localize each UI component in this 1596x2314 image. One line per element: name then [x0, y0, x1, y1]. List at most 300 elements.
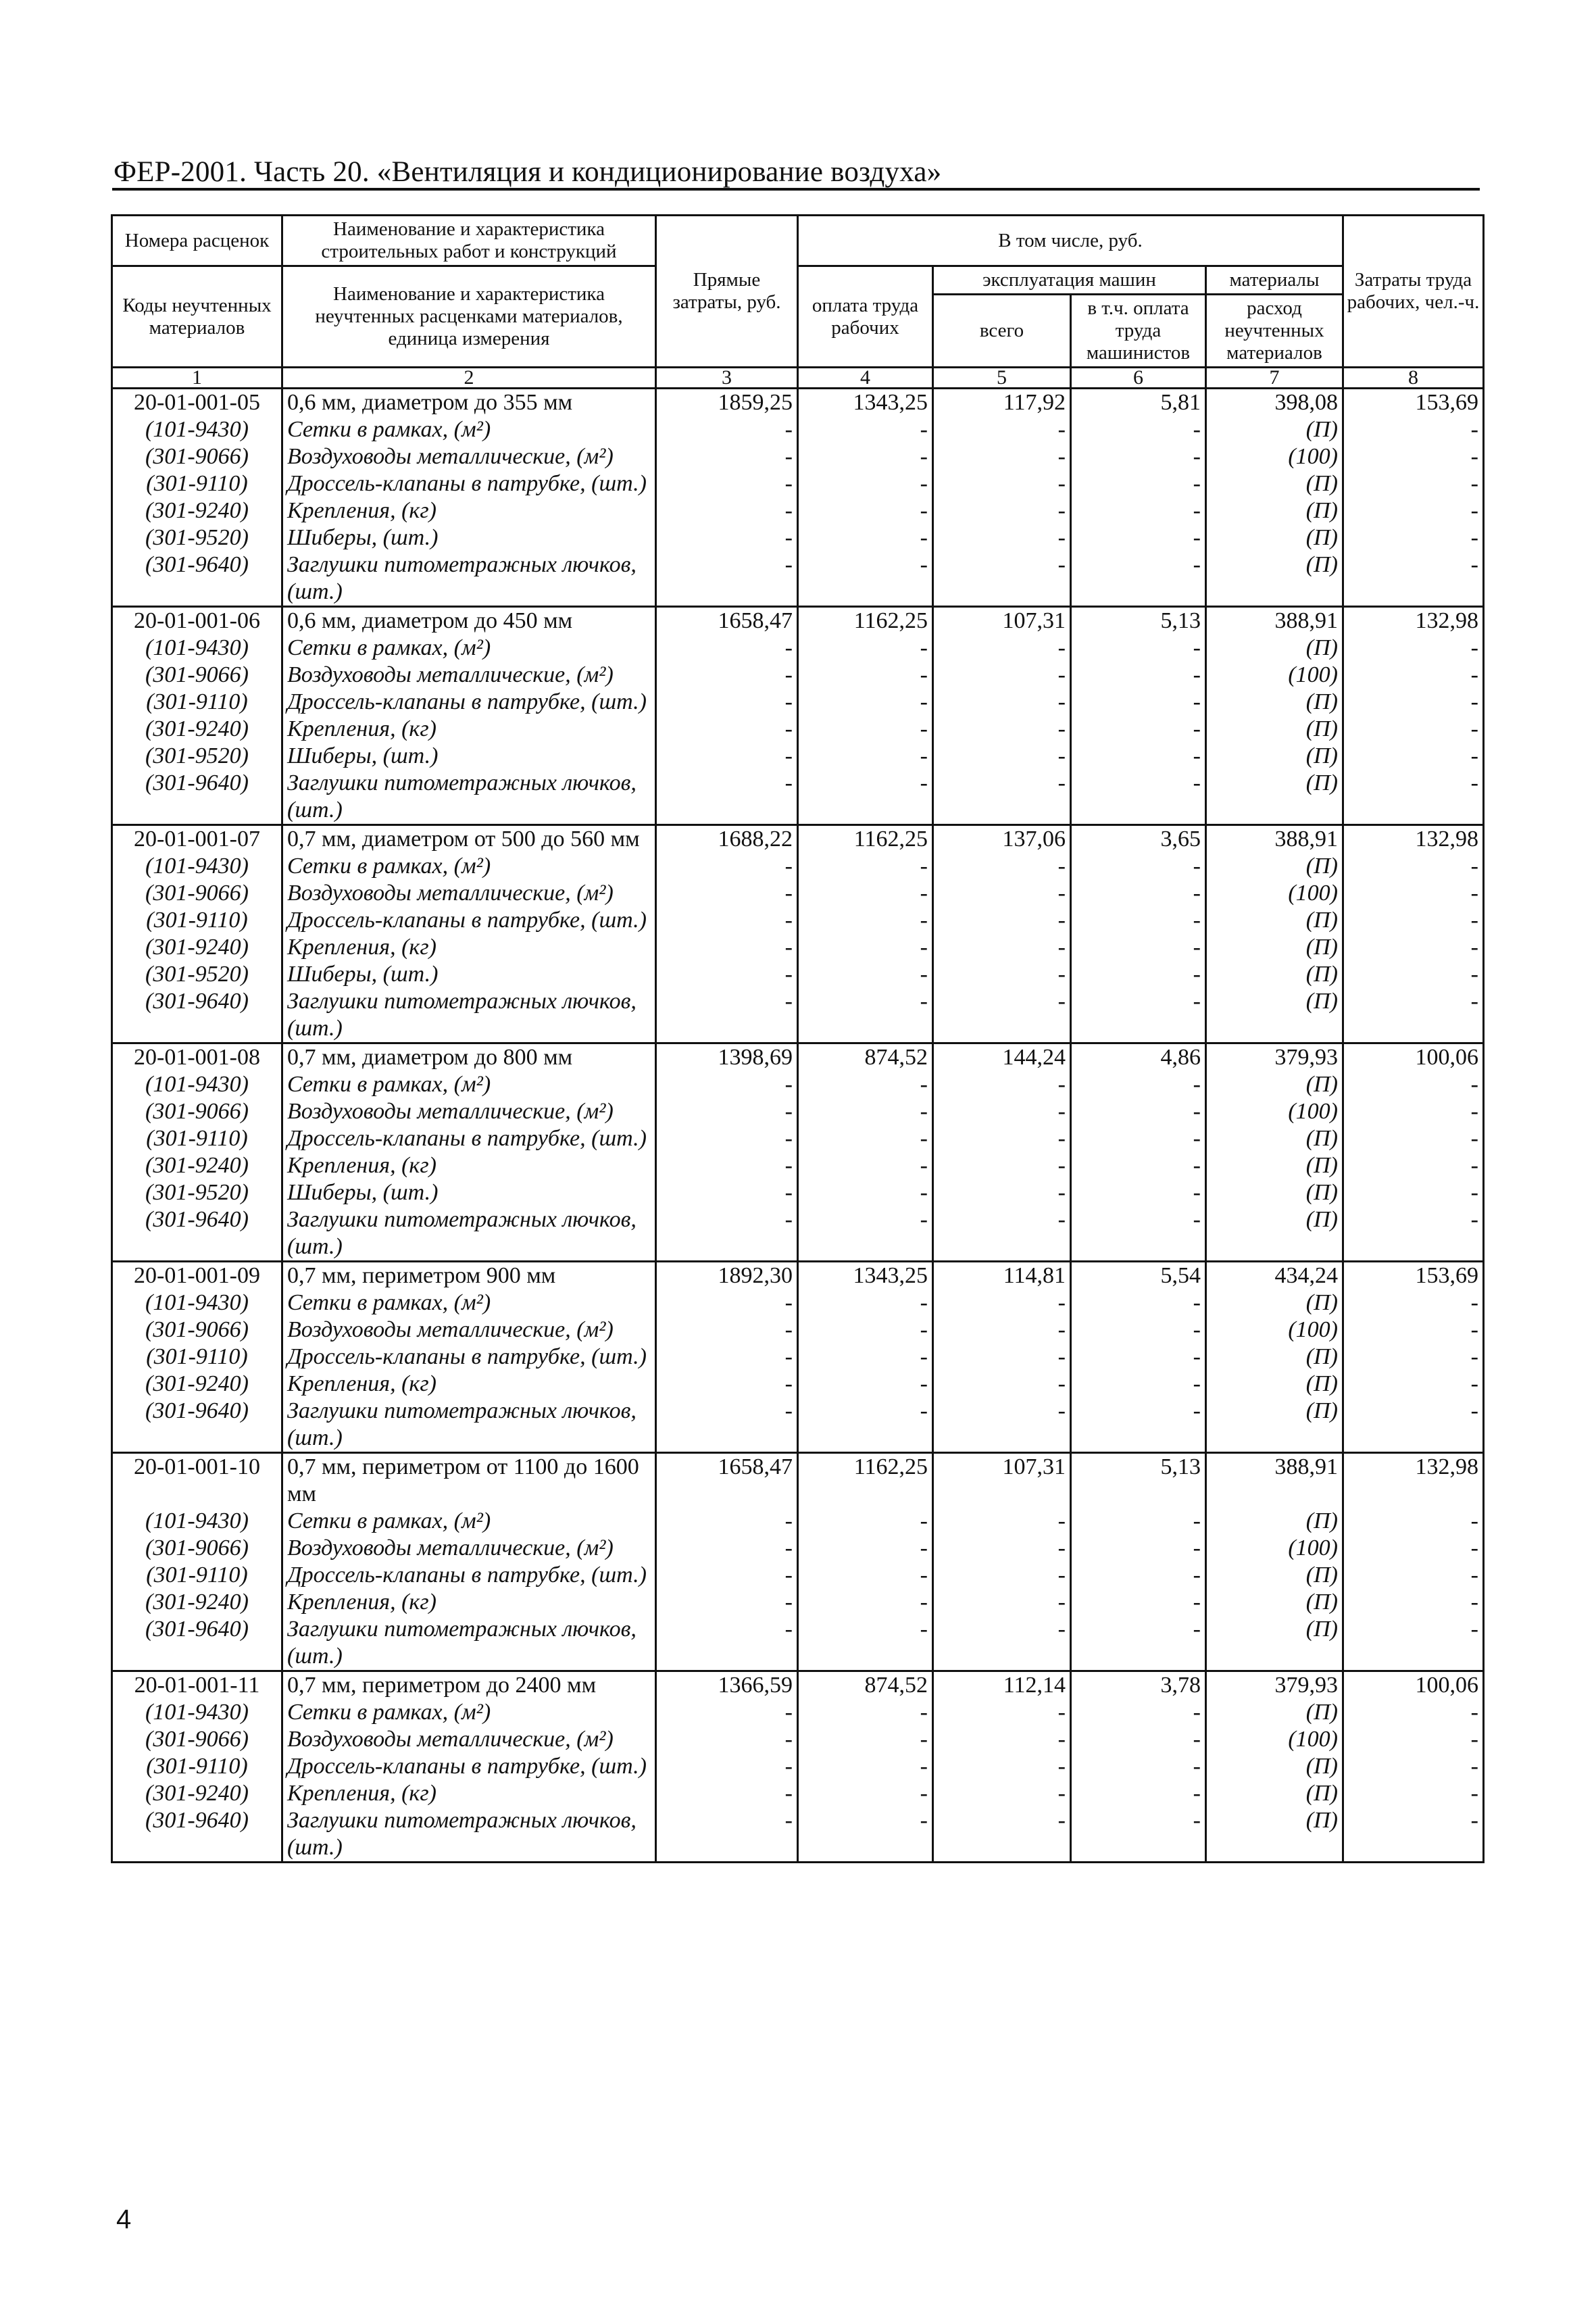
work-name: 0,7 мм, периметром 900 мм [282, 1262, 656, 1290]
material-consumption-value: (100) [1206, 1535, 1343, 1562]
material-name: Крепления, (кг) [282, 716, 656, 743]
machines-total-value: - [933, 1616, 1071, 1671]
worker-pay-value: - [798, 880, 933, 907]
labor-hours-value: - [1343, 716, 1484, 743]
worker-pay-value: 1343,25 [798, 389, 933, 417]
rate-row [112, 1262, 1484, 1290]
material-name: Сетки в рамках, (м²) [282, 635, 656, 662]
material-code: (101-9430) [112, 1071, 282, 1098]
operator-pay-value: 5,81 [1071, 389, 1206, 417]
labor-hours-value: 132,98 [1343, 1453, 1484, 1508]
labor-hours-value: - [1343, 934, 1484, 961]
worker-pay-value: - [798, 1726, 933, 1753]
worker-pay-value: - [798, 1508, 933, 1535]
operator-pay-value: - [1071, 1398, 1206, 1453]
labor-hours-value: - [1343, 1699, 1484, 1726]
material-consumption-value: (П) [1206, 853, 1343, 880]
material-code: (301-9640) [112, 988, 282, 1043]
direct-costs-value: - [656, 1589, 798, 1616]
material-consumption-value: (П) [1206, 1807, 1343, 1863]
operator-pay-value: - [1071, 961, 1206, 988]
machines-total-value: - [933, 416, 1071, 443]
machines-total-value: - [933, 1125, 1071, 1152]
material-name: Сетки в рамках, (м²) [282, 1699, 656, 1726]
direct-costs-value: - [656, 1071, 798, 1098]
operator-pay-value: - [1071, 689, 1206, 716]
machines-total-value: 144,24 [933, 1043, 1071, 1072]
materials-value: 379,93 [1206, 1671, 1343, 1700]
worker-pay-value: 874,52 [798, 1043, 933, 1072]
worker-pay-value: 1162,25 [798, 1453, 933, 1508]
material-name: Воздуховоды металлические, (м²) [282, 443, 656, 470]
material-code: (301-9240) [112, 497, 282, 524]
operator-pay-value: - [1071, 1699, 1206, 1726]
material-code: (301-9640) [112, 1206, 282, 1262]
material-code: (301-9066) [112, 1316, 282, 1344]
machines-total-value: - [933, 470, 1071, 497]
material-name: Крепления, (кг) [282, 934, 656, 961]
worker-pay-value: - [798, 1535, 933, 1562]
labor-hours-value: - [1343, 1098, 1484, 1125]
material-row [112, 662, 1484, 689]
material-name: Заглушки питометражных лючков, (шт.) [282, 1398, 656, 1453]
material-row [112, 961, 1484, 988]
rate-row [112, 607, 1484, 635]
direct-costs-value: - [656, 988, 798, 1043]
material-name: Заглушки питометражных лючков, (шт.) [282, 988, 656, 1043]
labor-hours-value: 100,06 [1343, 1671, 1484, 1700]
rate-code: 20-01-001-05 [112, 389, 282, 417]
direct-costs-value: - [656, 853, 798, 880]
machines-total-value: - [933, 961, 1071, 988]
material-code: (101-9430) [112, 853, 282, 880]
material-consumption-value: (П) [1206, 770, 1343, 825]
material-consumption-value: (П) [1206, 961, 1343, 988]
machines-total-value: - [933, 743, 1071, 770]
worker-pay-value: - [798, 416, 933, 443]
material-row [112, 1562, 1484, 1589]
col-header-material-codes: Коды неучтенных материалов [112, 266, 282, 368]
worker-pay-value: - [798, 1179, 933, 1206]
material-name: Дроссель-клапаны в патрубке, (шт.) [282, 1344, 656, 1371]
material-row [112, 551, 1484, 607]
materials-value: 388,91 [1206, 825, 1343, 854]
worker-pay-value: - [798, 1562, 933, 1589]
material-code: (301-9110) [112, 470, 282, 497]
labor-hours-value: - [1343, 1179, 1484, 1206]
material-name: Сетки в рамках, (м²) [282, 1289, 656, 1316]
machines-total-value: - [933, 662, 1071, 689]
material-consumption-value: (П) [1206, 1699, 1343, 1726]
worker-pay-value: - [798, 934, 933, 961]
materials-value: 398,08 [1206, 389, 1343, 417]
material-consumption-value: (П) [1206, 743, 1343, 770]
labor-hours-value: - [1343, 1535, 1484, 1562]
material-consumption-value: (П) [1206, 1616, 1343, 1671]
labor-hours-value: - [1343, 880, 1484, 907]
labor-hours-value: - [1343, 443, 1484, 470]
direct-costs-value: - [656, 961, 798, 988]
rate-code: 20-01-001-08 [112, 1043, 282, 1072]
machines-total-value: - [933, 907, 1071, 934]
worker-pay-value: - [798, 1344, 933, 1371]
material-name: Заглушки питометражных лючков, (шт.) [282, 1807, 656, 1863]
material-code: (101-9430) [112, 1699, 282, 1726]
material-row [112, 1780, 1484, 1807]
material-row [112, 470, 1484, 497]
material-name: Сетки в рамках, (м²) [282, 416, 656, 443]
worker-pay-value: - [798, 662, 933, 689]
material-consumption-value: (100) [1206, 662, 1343, 689]
labor-hours-value: - [1343, 1125, 1484, 1152]
operator-pay-value: 3,65 [1071, 825, 1206, 854]
material-row [112, 1098, 1484, 1125]
machines-total-value: - [933, 853, 1071, 880]
material-consumption-value: (П) [1206, 551, 1343, 607]
worker-pay-value: - [798, 1206, 933, 1262]
operator-pay-value: 5,13 [1071, 607, 1206, 635]
operator-pay-value: - [1071, 1316, 1206, 1344]
col-number: 1 [112, 368, 282, 389]
material-code: (301-9240) [112, 1152, 282, 1179]
material-code: (301-9066) [112, 1726, 282, 1753]
material-code: (301-9640) [112, 551, 282, 607]
operator-pay-value: - [1071, 1206, 1206, 1262]
operator-pay-value: - [1071, 635, 1206, 662]
operator-pay-value: - [1071, 443, 1206, 470]
worker-pay-value: - [798, 770, 933, 825]
worker-pay-value: - [798, 1289, 933, 1316]
direct-costs-value: - [656, 1344, 798, 1371]
operator-pay-value: - [1071, 770, 1206, 825]
direct-costs-value: - [656, 1206, 798, 1262]
material-row [112, 770, 1484, 825]
material-name: Воздуховоды металлические, (м²) [282, 1535, 656, 1562]
machines-total-value: - [933, 1179, 1071, 1206]
material-code: (301-9110) [112, 907, 282, 934]
direct-costs-value: - [656, 1398, 798, 1453]
direct-costs-value: - [656, 1780, 798, 1807]
direct-costs-value: - [656, 880, 798, 907]
operator-pay-value: - [1071, 988, 1206, 1043]
material-code: (301-9640) [112, 1398, 282, 1453]
material-name: Сетки в рамках, (м²) [282, 1071, 656, 1098]
rate-code: 20-01-001-11 [112, 1671, 282, 1700]
material-name: Дроссель-клапаны в патрубке, (шт.) [282, 1125, 656, 1152]
material-name: Крепления, (кг) [282, 1152, 656, 1179]
labor-hours-value: - [1343, 416, 1484, 443]
material-consumption-value: (П) [1206, 1398, 1343, 1453]
material-row [112, 1371, 1484, 1398]
page-number: 4 [116, 2205, 132, 2234]
operator-pay-value: - [1071, 934, 1206, 961]
material-consumption-value: (П) [1206, 1289, 1343, 1316]
material-name: Крепления, (кг) [282, 1589, 656, 1616]
material-row [112, 1726, 1484, 1753]
material-consumption-value: (П) [1206, 524, 1343, 551]
material-code: (301-9640) [112, 1807, 282, 1863]
operator-pay-value: - [1071, 1152, 1206, 1179]
material-row [112, 1125, 1484, 1152]
direct-costs-value: - [656, 1371, 798, 1398]
labor-hours-value: - [1343, 470, 1484, 497]
material-row [112, 1807, 1484, 1863]
direct-costs-value: - [656, 1316, 798, 1344]
labor-hours-value: - [1343, 497, 1484, 524]
machines-total-value: - [933, 1726, 1071, 1753]
material-name: Воздуховоды металлические, (м²) [282, 1316, 656, 1344]
worker-pay-value: 1343,25 [798, 1262, 933, 1290]
operator-pay-value: - [1071, 1807, 1206, 1863]
material-row [112, 635, 1484, 662]
labor-hours-value: - [1343, 1152, 1484, 1179]
material-consumption-value: (П) [1206, 1179, 1343, 1206]
operator-pay-value: - [1071, 880, 1206, 907]
material-row [112, 907, 1484, 934]
col-header-materials: материалы [1206, 266, 1343, 295]
direct-costs-value: - [656, 1289, 798, 1316]
material-consumption-value: (100) [1206, 880, 1343, 907]
material-code: (301-9066) [112, 443, 282, 470]
worker-pay-value: - [798, 1616, 933, 1671]
material-code: (101-9430) [112, 635, 282, 662]
labor-hours-value: 132,98 [1343, 825, 1484, 854]
worker-pay-value: - [798, 443, 933, 470]
material-row [112, 1071, 1484, 1098]
material-name: Шиберы, (шт.) [282, 961, 656, 988]
operator-pay-value: - [1071, 1780, 1206, 1807]
material-name: Крепления, (кг) [282, 1780, 656, 1807]
material-name: Шиберы, (шт.) [282, 743, 656, 770]
machines-total-value: - [933, 551, 1071, 607]
material-row [112, 1206, 1484, 1262]
material-row [112, 1289, 1484, 1316]
operator-pay-value: - [1071, 743, 1206, 770]
worker-pay-value: - [798, 1125, 933, 1152]
operator-pay-value: - [1071, 1562, 1206, 1589]
material-name: Крепления, (кг) [282, 497, 656, 524]
material-row [112, 1508, 1484, 1535]
material-consumption-value: (П) [1206, 635, 1343, 662]
material-name: Шиберы, (шт.) [282, 1179, 656, 1206]
worker-pay-value: - [798, 1098, 933, 1125]
labor-hours-value: - [1343, 689, 1484, 716]
direct-costs-value: - [656, 907, 798, 934]
labor-hours-value: 132,98 [1343, 607, 1484, 635]
direct-costs-value: - [656, 1699, 798, 1726]
material-row [112, 1589, 1484, 1616]
material-code: (301-9640) [112, 770, 282, 825]
direct-costs-value: - [656, 551, 798, 607]
material-row [112, 716, 1484, 743]
direct-costs-value: - [656, 1152, 798, 1179]
direct-costs-value: - [656, 1562, 798, 1589]
material-name: Воздуховоды металлические, (м²) [282, 1098, 656, 1125]
material-consumption-value: (П) [1206, 1780, 1343, 1807]
material-row [112, 1535, 1484, 1562]
col-header-material-consumption: расход неучтенных материалов [1206, 295, 1343, 368]
direct-costs-value: - [656, 743, 798, 770]
labor-hours-value: 153,69 [1343, 1262, 1484, 1290]
direct-costs-value: - [656, 1098, 798, 1125]
machines-total-value: - [933, 1562, 1071, 1589]
worker-pay-value: - [798, 470, 933, 497]
worker-pay-value: - [798, 524, 933, 551]
material-row [112, 1316, 1484, 1344]
materials-value: 388,91 [1206, 607, 1343, 635]
material-name: Дроссель-клапаны в патрубке, (шт.) [282, 1753, 656, 1780]
worker-pay-value: - [798, 635, 933, 662]
direct-costs-value: - [656, 416, 798, 443]
material-code: (301-9066) [112, 662, 282, 689]
material-consumption-value: (П) [1206, 1562, 1343, 1589]
material-consumption-value: (П) [1206, 1371, 1343, 1398]
labor-hours-value: - [1343, 961, 1484, 988]
col-number: 4 [798, 368, 933, 389]
material-consumption-value: (П) [1206, 416, 1343, 443]
material-consumption-value: (П) [1206, 470, 1343, 497]
material-code: (301-9110) [112, 1753, 282, 1780]
col-header-work-name: Наименование и характеристика строительных работ и конструкций [282, 216, 656, 266]
machines-total-value: - [933, 635, 1071, 662]
col-header-direct-costs: Прямые затраты, руб. [656, 216, 798, 368]
machines-total-value: - [933, 1071, 1071, 1098]
material-code: (101-9430) [112, 1289, 282, 1316]
operator-pay-value: - [1071, 1071, 1206, 1098]
material-code: (101-9430) [112, 1508, 282, 1535]
labor-hours-value: - [1343, 1344, 1484, 1371]
material-name: Дроссель-клапаны в патрубке, (шт.) [282, 1562, 656, 1589]
labor-hours-value: - [1343, 524, 1484, 551]
rate-row [112, 389, 1484, 417]
labor-hours-value: - [1343, 743, 1484, 770]
rate-row [112, 1043, 1484, 1072]
material-code: (301-9240) [112, 1780, 282, 1807]
machines-total-value: 107,31 [933, 607, 1071, 635]
material-code: (301-9066) [112, 1098, 282, 1125]
operator-pay-value: - [1071, 1344, 1206, 1371]
labor-hours-value: - [1343, 1371, 1484, 1398]
labor-hours-value: - [1343, 1508, 1484, 1535]
col-number: 6 [1071, 368, 1206, 389]
rates-table [111, 214, 1485, 1863]
material-row [112, 1152, 1484, 1179]
material-code: (301-9110) [112, 689, 282, 716]
labor-hours-value: - [1343, 551, 1484, 607]
material-consumption-value: (100) [1206, 443, 1343, 470]
direct-costs-value: - [656, 716, 798, 743]
operator-pay-value: - [1071, 1753, 1206, 1780]
col-number: 2 [282, 368, 656, 389]
direct-costs-value: 1892,30 [656, 1262, 798, 1290]
material-row [112, 853, 1484, 880]
operator-pay-value: 3,78 [1071, 1671, 1206, 1700]
material-row [112, 1753, 1484, 1780]
material-consumption-value: (П) [1206, 1753, 1343, 1780]
machines-total-value: - [933, 934, 1071, 961]
direct-costs-value: - [656, 497, 798, 524]
col-header-including: В том числе, руб. [798, 216, 1343, 266]
rate-row [112, 1453, 1484, 1508]
worker-pay-value: - [798, 716, 933, 743]
page-title: ФЕР-2001. Часть 20. «Вентиляция и кондиционирование воздуха» [114, 156, 942, 188]
material-consumption-value: (П) [1206, 1589, 1343, 1616]
worker-pay-value: - [798, 1753, 933, 1780]
labor-hours-value: - [1343, 907, 1484, 934]
direct-costs-value: - [656, 689, 798, 716]
material-row [112, 988, 1484, 1043]
header-divider [112, 188, 1480, 191]
direct-costs-value: - [656, 524, 798, 551]
material-code: (301-9110) [112, 1562, 282, 1589]
machines-total-value: - [933, 1398, 1071, 1453]
material-code: (301-9066) [112, 880, 282, 907]
direct-costs-value: 1658,47 [656, 607, 798, 635]
machines-total-value: - [933, 1807, 1071, 1863]
material-consumption-value: (100) [1206, 1726, 1343, 1753]
material-code: (301-9110) [112, 1344, 282, 1371]
material-row [112, 1616, 1484, 1671]
material-name: Сетки в рамках, (м²) [282, 853, 656, 880]
machines-total-value: - [933, 1206, 1071, 1262]
material-code: (301-9520) [112, 524, 282, 551]
operator-pay-value: - [1071, 1098, 1206, 1125]
worker-pay-value: 874,52 [798, 1671, 933, 1700]
machines-total-value: - [933, 1152, 1071, 1179]
worker-pay-value: - [798, 1699, 933, 1726]
materials-value: 379,93 [1206, 1043, 1343, 1072]
direct-costs-value: - [656, 470, 798, 497]
col-number: 3 [656, 368, 798, 389]
material-name: Сетки в рамках, (м²) [282, 1508, 656, 1535]
operator-pay-value: - [1071, 1589, 1206, 1616]
materials-value: 434,24 [1206, 1262, 1343, 1290]
worker-pay-value: - [798, 1589, 933, 1616]
operator-pay-value: - [1071, 497, 1206, 524]
direct-costs-value: - [656, 1616, 798, 1671]
machines-total-value: - [933, 1753, 1071, 1780]
rate-row [112, 825, 1484, 854]
material-name: Заглушки питометражных лючков, (шт.) [282, 551, 656, 607]
operator-pay-value: - [1071, 1726, 1206, 1753]
col-number: 7 [1206, 368, 1343, 389]
machines-total-value: 117,92 [933, 389, 1071, 417]
labor-hours-value: - [1343, 635, 1484, 662]
operator-pay-value: - [1071, 524, 1206, 551]
machines-total-value: - [933, 1289, 1071, 1316]
col-number: 5 [933, 368, 1071, 389]
material-consumption-value: (100) [1206, 1316, 1343, 1344]
labor-hours-value: - [1343, 1807, 1484, 1863]
material-row [112, 416, 1484, 443]
operator-pay-value: - [1071, 1289, 1206, 1316]
material-name: Воздуховоды металлические, (м²) [282, 662, 656, 689]
material-row [112, 1398, 1484, 1453]
materials-value: 388,91 [1206, 1453, 1343, 1508]
direct-costs-value: 1658,47 [656, 1453, 798, 1508]
labor-hours-value: - [1343, 1289, 1484, 1316]
direct-costs-value: - [656, 443, 798, 470]
material-row [112, 497, 1484, 524]
operator-pay-value: - [1071, 470, 1206, 497]
material-code: (301-9240) [112, 934, 282, 961]
machines-total-value: 114,81 [933, 1262, 1071, 1290]
material-consumption-value: (П) [1206, 1152, 1343, 1179]
material-name: Воздуховоды металлические, (м²) [282, 880, 656, 907]
direct-costs-value: 1398,69 [656, 1043, 798, 1072]
operator-pay-value: - [1071, 853, 1206, 880]
material-consumption-value: (П) [1206, 497, 1343, 524]
